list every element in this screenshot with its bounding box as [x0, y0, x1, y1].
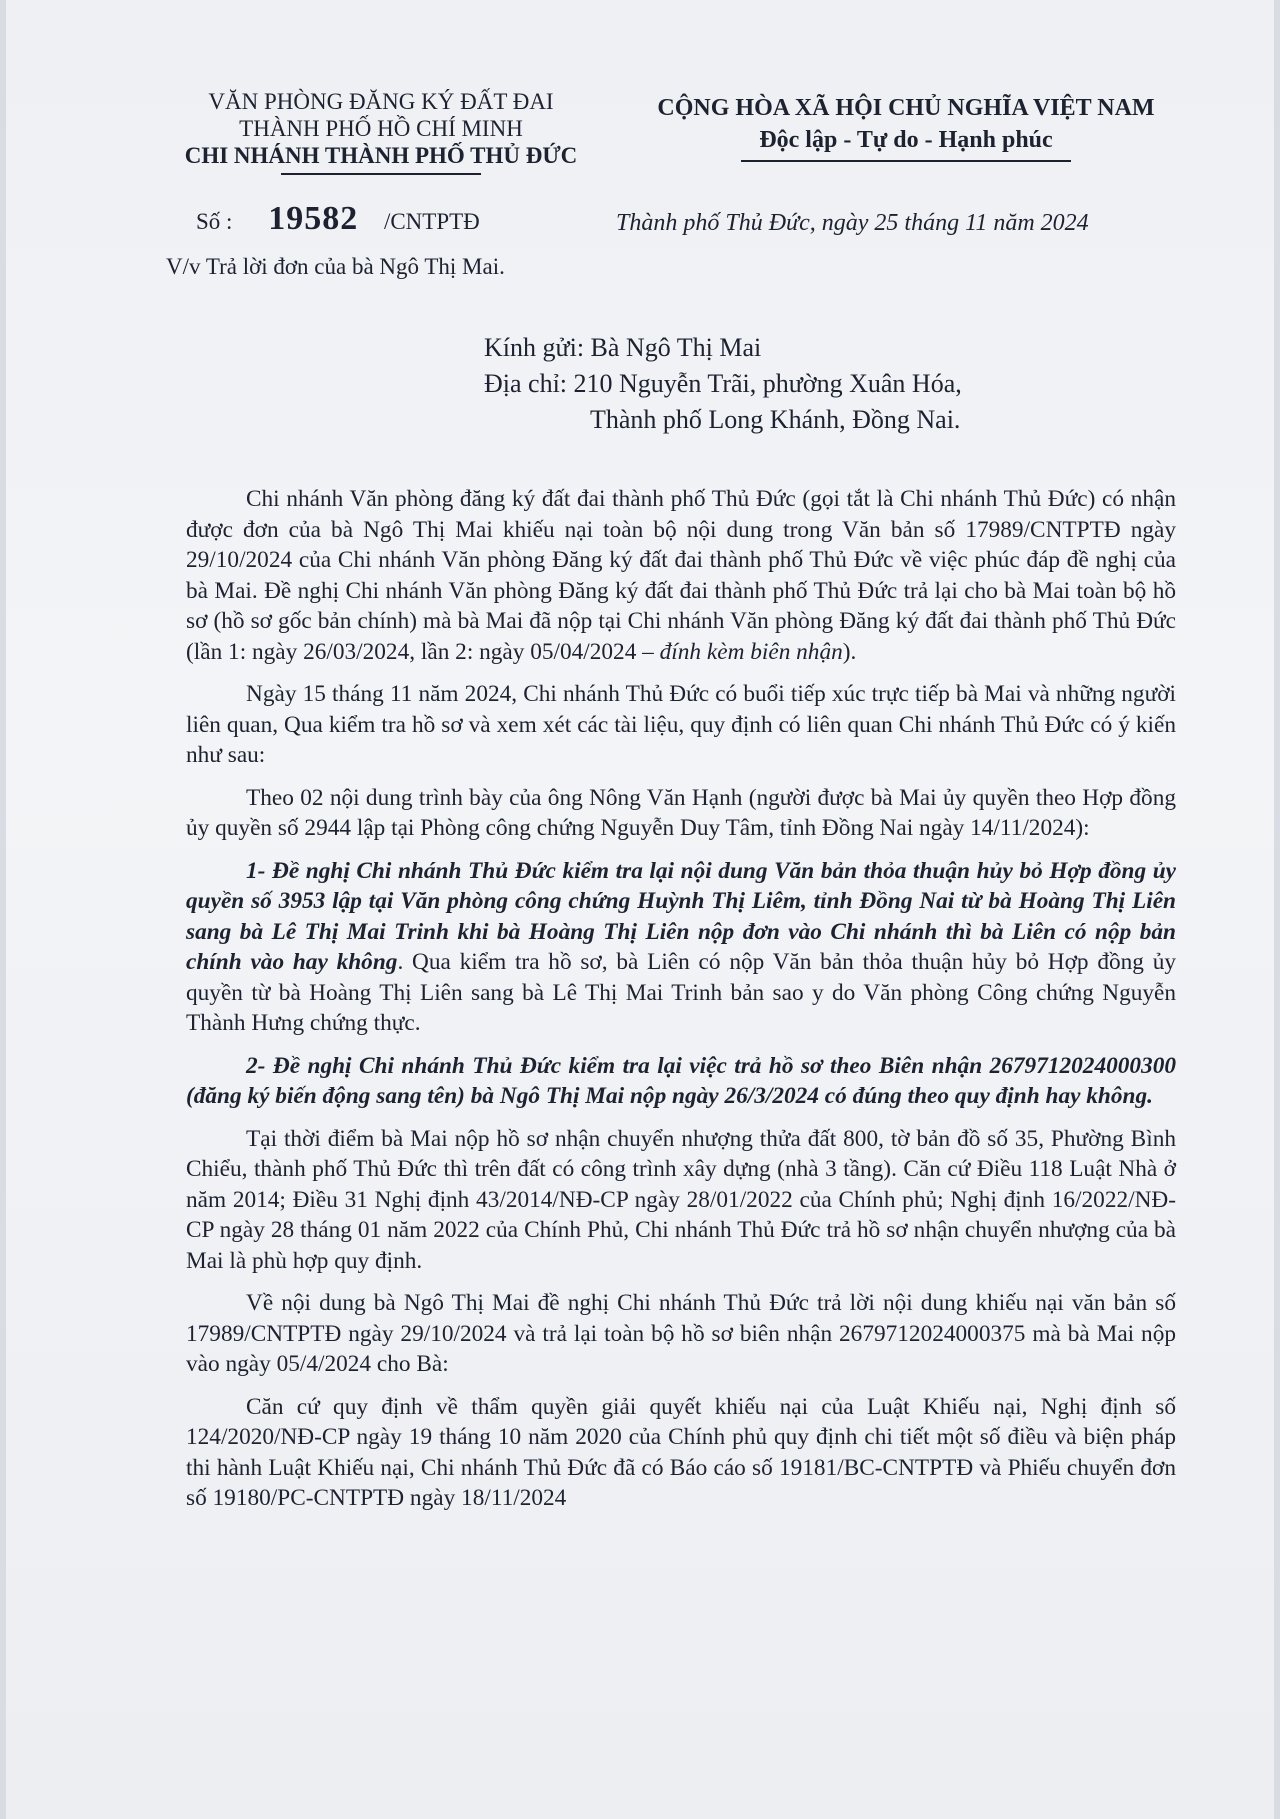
document-number-label: Số : [196, 209, 233, 234]
paragraph-1-italic: đính kèm biên nhận [659, 638, 843, 665]
date-year: năm 2024 [993, 210, 1089, 236]
document-number-value: 19582 [268, 200, 359, 237]
motto-underline [741, 160, 1071, 162]
recipient-block [484, 330, 962, 438]
date-month: 11 [965, 210, 988, 236]
document-number-suffix: /CNTPTĐ [383, 209, 480, 234]
recipient-address-1: Địa chỉ: 210 Nguyễn Trãi, phường Xuân Hóa, [484, 369, 962, 398]
date-month-label: tháng [904, 210, 960, 236]
recipient-name: Kính gửi: Bà Ngô Thị Mai [484, 333, 762, 362]
issuing-agency-header [146, 88, 616, 175]
national-title: CỘNG HÒA XÃ HỘI CHỦ NGHĨA VIỆT NAM [657, 95, 1155, 121]
document-number [196, 200, 480, 238]
paragraph-1-text: Chi nhánh Văn phòng đăng ký đất đai thành phố Thủ Đức (gọi tắt là Chi nhánh Thủ Đức) có nhận được đơn của bà Ngô Thị Mai khiếu nại toàn bộ nội dung trong Văn bản số 17989/CNTPTĐ ngày 29/10/2024 của Chi nhánh Văn phòng Đăng ký đất đai thành phố Thủ Đức về việc phúc đáp đề nghị của bà Mai. Đề nghị Chi nhánh Văn phòng Đăng ký đất đai thành phố Thủ Đức trả lại cho bà Mai toàn bộ hồ sơ (hồ sơ gốc bản chính) mà bà Mai đã nộp tại Chi nhánh Văn phòng Đăng ký đất đai thành phố Thủ Đức (lần 1: ngày 26/03/2024, lần 2: ngày 05/04/2024 – [186, 486, 1176, 665]
paragraph-4 [186, 856, 1176, 1039]
document-page [6, 0, 1274, 1819]
subject-line: V/v Trả lời đơn của bà Ngô Thị Mai. [166, 254, 505, 279]
paragraph-6: Tại thời điểm bà Mai nộp hồ sơ nhận chuyển nhượng thửa đất 800, tờ bản đồ số 35, Phường Bình Chiểu, thành phố Thủ Đức thì trên đất có công trình xây dựng (nhà 3 tầng). Căn cứ Điều 118 Luật Nhà ở năm 2014; Điều 31 Nghị định 43/2014/NĐ-CP ngày 28/01/2022 của Chính phủ; Nghị định 16/2022/NĐ-CP ngày 28 tháng 01 năm 2022 của Chính Phủ, Chi nhánh Thủ Đức trả hồ sơ nhận chuyển nhượng của bà Mai là phù hợp quy định. [186, 1125, 1176, 1274]
paragraph-8: Căn cứ quy định về thẩm quyền giải quyết khiếu nại của Luật Khiếu nại, Nghị định số 124/2020/NĐ-CP ngày 19 tháng 10 năm 2020 của Chính phủ quy định chi tiết một số điều và biện pháp thi hành Luật Khiếu nại, Chi nhánh Thủ Đức đã có Báo cáo số 19181/BC-CNTPTĐ và Phiếu chuyển đơn số 19180/PC-CNTPTĐ ngày 18/11/2024 [186, 1393, 1176, 1511]
paragraph-5: 2- Đề nghị Chi nhánh Thủ Đức kiểm tra lại việc trả hồ sơ theo Biên nhận 2679712024000300 (đăng ký biến động sang tên) bà Ngô Thị Mai nộp ngày 26/3/2024 có đúng theo quy định hay không. [186, 1052, 1176, 1109]
agency-line-2: THÀNH PHỐ HỒ CHÍ MINH [239, 116, 523, 141]
national-header [626, 92, 1186, 162]
paragraph-3: Theo 02 nội dung trình bày của ông Nông Văn Hạnh (người được bà Mai ủy quyền theo Hợp đồng ủy quyền số 2944 lập tại Phòng công chứng Nguyễn Duy Tâm, tỉnh Đồng Nai ngày 14/11/2024): [186, 784, 1176, 841]
recipient-address-2: Thành phố Long Khánh, Đồng Nai. [590, 405, 961, 434]
agency-line-1: VĂN PHÒNG ĐĂNG KÝ ĐẤT ĐAI [208, 89, 554, 114]
paragraph-1-end: ). [842, 638, 857, 665]
agency-line-3: CHI NHÁNH THÀNH PHỐ THỦ ĐỨC [184, 143, 578, 168]
paragraph-4-text: . Qua kiểm tra hồ sơ, bà Liên có nộp Văn bản thỏa thuận hủy bỏ Hợp đồng ủy quyền từ bà Hoàng Thị Liên sang bà Lê Thị Mai Trinh bản sao y do Văn phòng Công chứng Nguyễn Thành Hưng chứng thực. [186, 949, 1176, 1036]
paragraph-7: Về nội dung bà Ngô Thị Mai đề nghị Chi nhánh Thủ Đức trả lời nội dung khiếu nại văn bản số 17989/CNTPTĐ ngày 29/10/2024 và trả lại toàn bộ hồ sơ biên nhận 2679712024000375 mà bà Mai nộp vào ngày 05/4/2024 cho Bà: [186, 1290, 1176, 1377]
date-prefix: Thành phố Thủ Đức, ngày [616, 210, 869, 236]
national-motto: Độc lập - Tự do - Hạnh phúc [759, 127, 1053, 153]
paragraph-4-bold: 1- Đề nghị Chi nhánh Thủ Đức kiểm tra lại nội dung Văn bản thỏa thuận hủy bỏ Hợp đồng ủy quyền số 3953 lập tại Văn phòng công chứng Huỳnh Thị Liêm, tỉnh Đồng Nai từ bà Hoàng Thị Liên sang bà Lê Thị Mai Trinh khi bà Hoàng Thị Liên nộp đơn vào Chi nhánh thì bà Liên có nộp bản chính vào hay không [186, 857, 1176, 975]
agency-underline [281, 173, 481, 175]
date-day: 25 [874, 210, 899, 236]
paragraph-2: Ngày 15 tháng 11 năm 2024, Chi nhánh Thủ Đức có buổi tiếp xúc trực tiếp bà Mai và những người liên quan, Qua kiểm tra hồ sơ và xem xét các tài liệu, quy định có liên quan Chi nhánh Thủ Đức có ý kiến như sau: [186, 681, 1176, 768]
paragraph-1 [186, 484, 1176, 667]
letter-body [186, 484, 1176, 1524]
issue-date [616, 210, 1089, 237]
